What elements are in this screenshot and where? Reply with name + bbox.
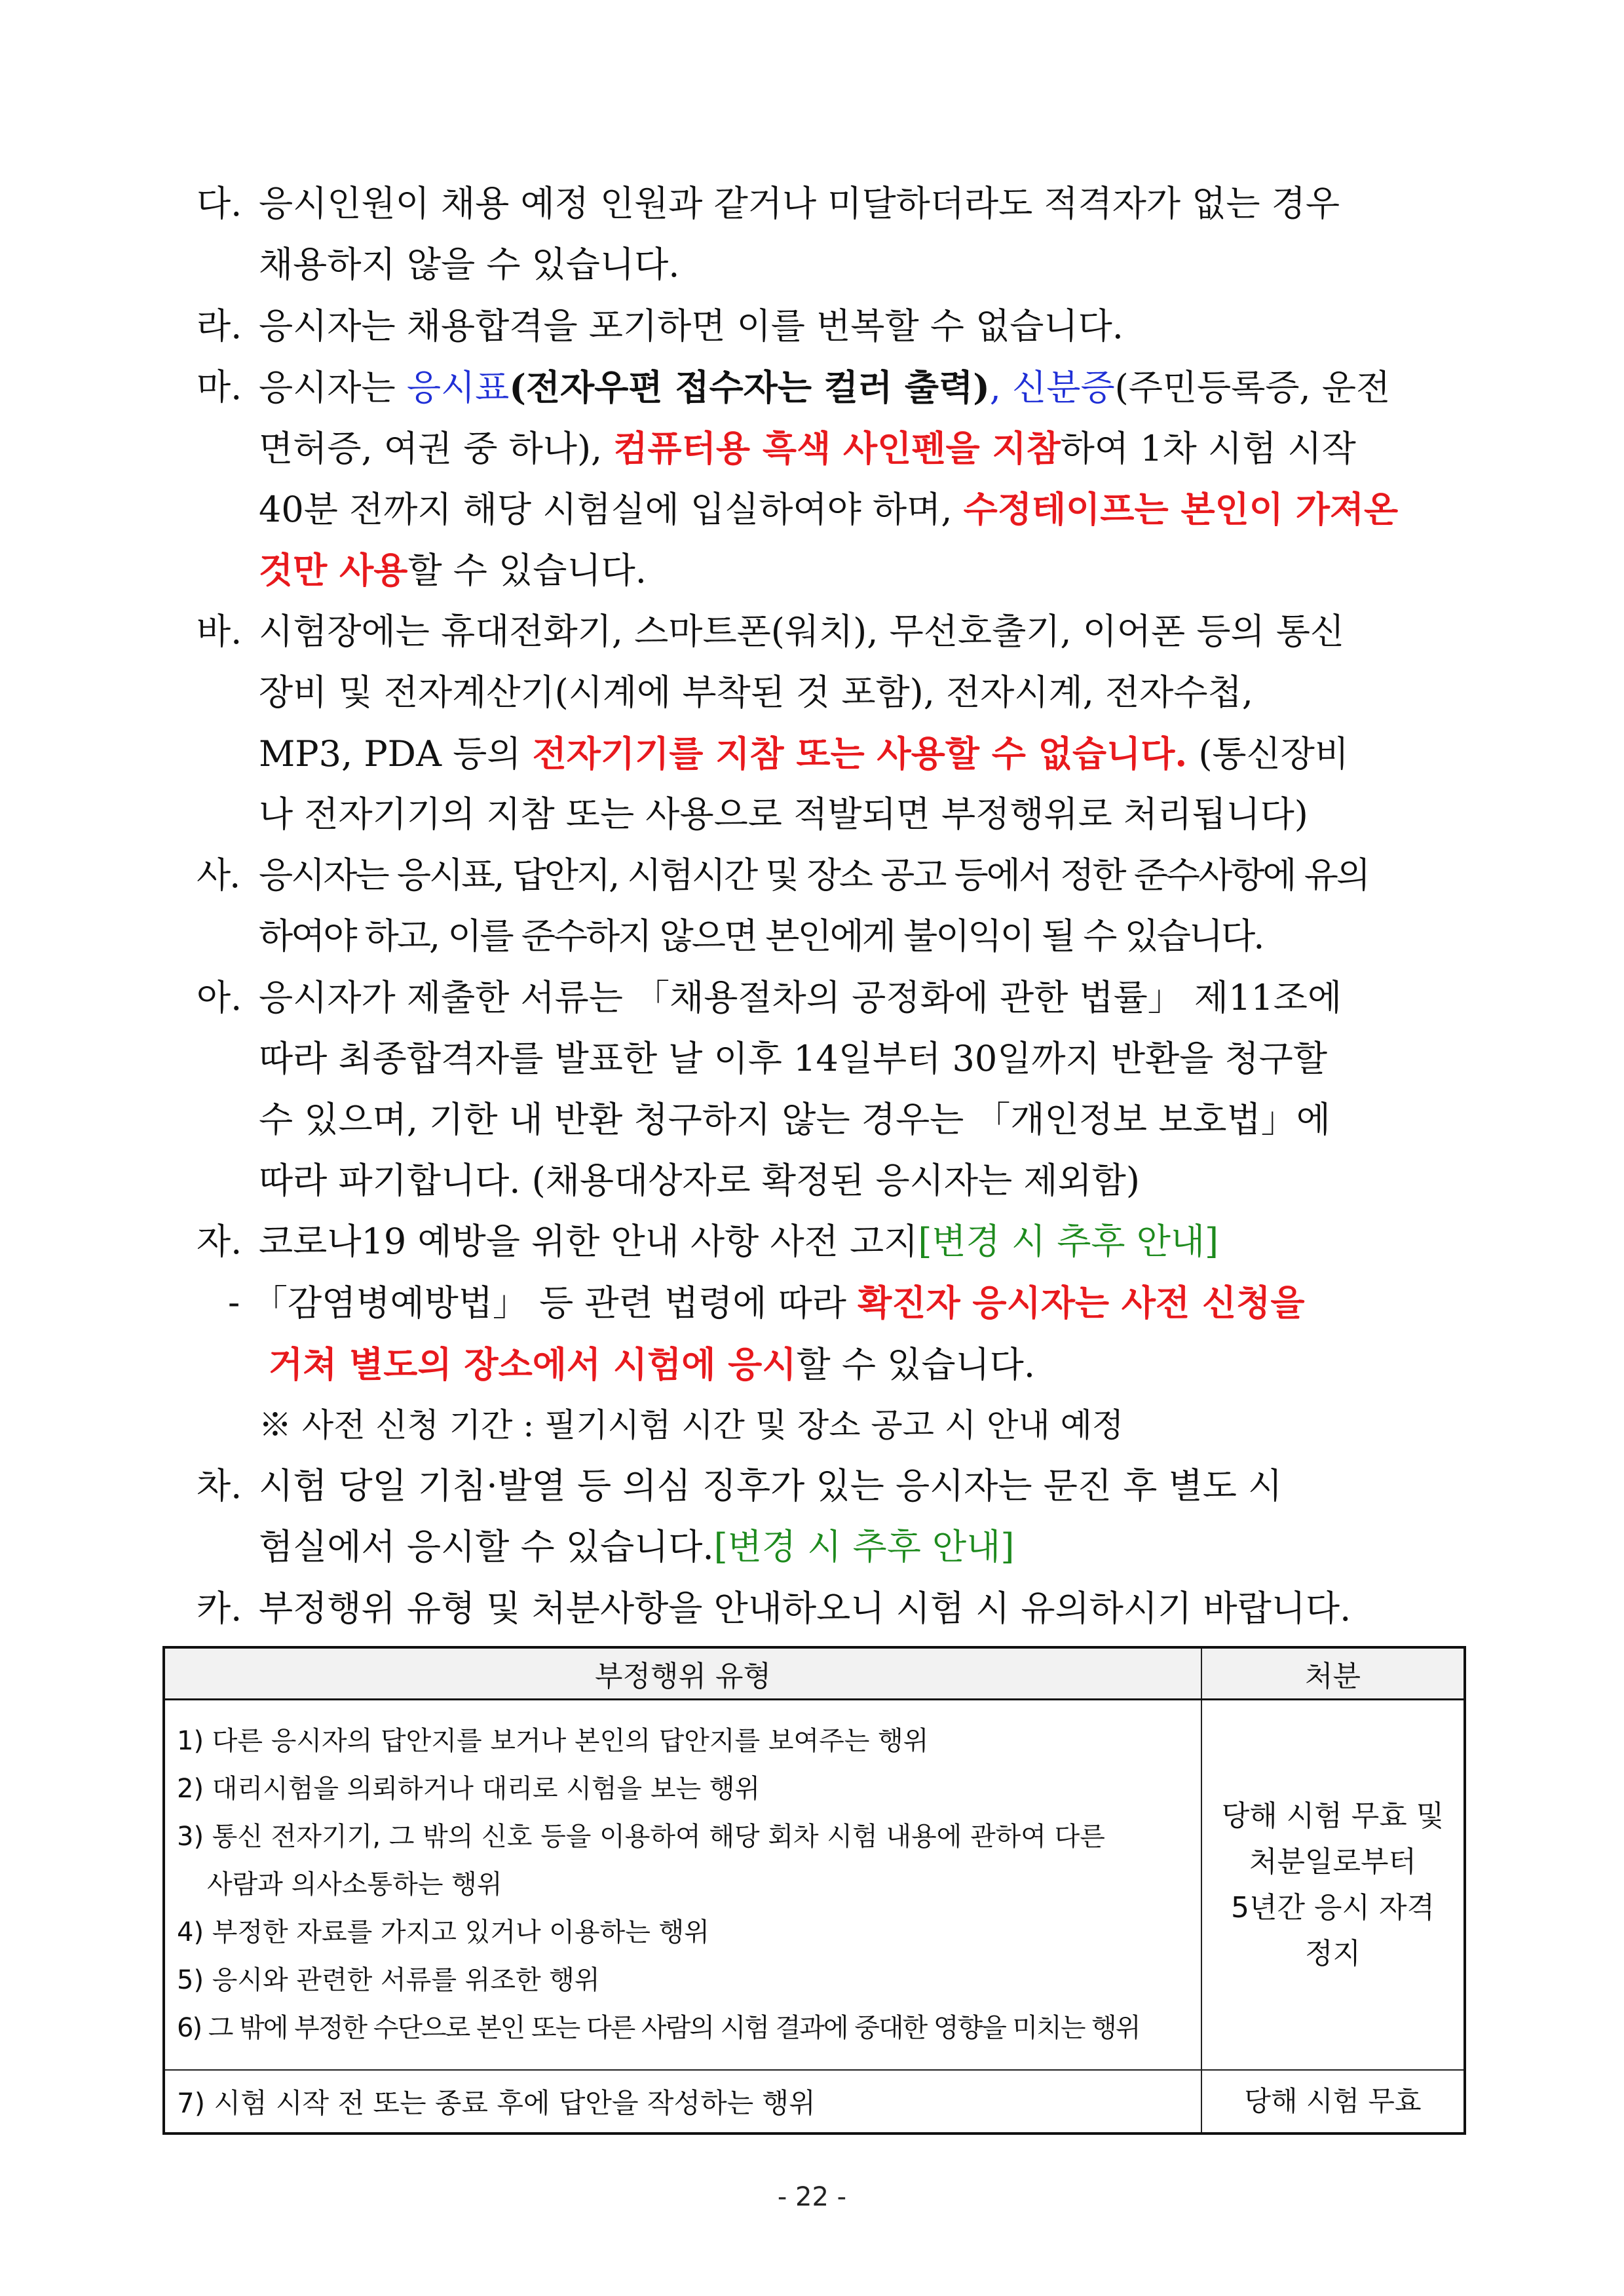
item-ba-line4: 나 전자기기의 지참 또는 사용으로 적발되면 부정행위로 처리됩니다) <box>259 794 1308 835</box>
list-item: 6) 그 밖에 부정한 수단으로 본인 또는 다른 사람의 시험 결과에 중대한 영향을 미치는 행위 <box>177 2013 1140 2043</box>
table-row <box>164 1700 1465 2071</box>
red-highlight-text: 수정테이프는 본인이 가져온 <box>963 488 1399 530</box>
item-ra-label: 라. <box>197 305 242 347</box>
text: , <box>989 367 1013 408</box>
text: 험실에서 응시할 수 있습니다. <box>259 1526 714 1567</box>
item-ba-line3 <box>259 733 1349 775</box>
misconduct-list-cell <box>164 1700 1201 2071</box>
item-ja-sub-dash: - <box>228 1282 240 1323</box>
item-ba-line1: 시험장에는 휴대전화기, 스마트폰(워치), 무선호출기, 이어폰 등의 통신 <box>259 611 1345 652</box>
penalty-line: 정지 <box>1304 1936 1361 1970</box>
text: 「감염병예방법」 등 관련 법령에 따라 <box>252 1282 858 1324</box>
item-a-line4: 따라 파기합니다. (채용대상자로 확정된 응시자는 제외함) <box>259 1160 1140 1201</box>
item-cha-line2 <box>259 1526 1014 1568</box>
penalty-line: 당해 시험 무효 및 <box>1221 1799 1445 1833</box>
item-ma-line1 <box>259 366 1390 409</box>
item-ja-line3 <box>269 1343 1035 1386</box>
item-ka-line1: 부정행위 유형 및 처분사항을 안내하오니 시험 시 유의하시기 바랍니다. <box>259 1588 1351 1629</box>
item-da-line1: 응시인원이 채용 예정 인원과 같거나 미달하더라도 적격자가 없는 경우 <box>259 183 1340 224</box>
header-misconduct-type: 부정행위 유형 <box>164 1647 1201 1700</box>
text: 할 수 있습니다. <box>796 1344 1035 1385</box>
item-ra-line1: 응시자는 채용합격을 포기하면 이를 번복할 수 없습니다. <box>259 305 1124 347</box>
green-notice-text: [변경 시 추후 안내] <box>713 1526 1015 1567</box>
list-item: 1) 다른 응시자의 답안지를 보거나 본인의 답안지를 보여주는 행위 <box>177 1726 929 1756</box>
list-item: 3) 통신 전자기기, 그 밖의 신호 등을 이용하여 해당 회차 시험 내용에 관하여 다른 <box>177 1822 1105 1852</box>
penalty-cell <box>1201 1700 1465 2071</box>
misconduct-item-7: 7) 시험 시작 전 또는 종료 후에 답안을 작성하는 행위 <box>164 2070 1201 2133</box>
item-a-line3: 수 있으며, 기한 내 반환 청구하지 않는 경우는 「개인정보 보호법」에 <box>259 1099 1331 1140</box>
item-da-label: 다. <box>197 183 242 224</box>
red-highlight-text: 거쳐 별도의 장소에서 시험에 응시 <box>269 1343 797 1385</box>
item-ja-note: ※ 사전 신청 기간 : 필기시험 시간 및 장소 공고 시 안내 예정 <box>259 1406 1124 1444</box>
text: (통신장비 <box>1187 733 1350 775</box>
text: 하여 1차 시험 시작 <box>1060 428 1356 469</box>
red-highlight-text: 전자기기를 지참 또는 사용할 수 없습니다. <box>532 733 1188 775</box>
item-ba-line2: 장비 및 전자계산기(시계에 부착된 것 포함), 전자시계, 전자수첩, <box>259 672 1253 713</box>
item-sa-line2: 하여야 하고, 이를 준수하지 않으면 본인에게 불이익이 될 수 있습니다. <box>259 915 1263 957</box>
list-item: 5) 응시와 관련한 서류를 위조한 행위 <box>177 1965 600 1995</box>
list-item: 2) 대리시험을 의뢰하거나 대리로 시험을 보는 행위 <box>177 1774 761 1804</box>
item-ma-line3 <box>259 488 1398 531</box>
list-item-continuation: 사람과 의사소통하는 행위 <box>207 1869 502 1900</box>
item-cha-line1: 시험 당일 기침·발열 등 의심 징후가 있는 응시자는 문진 후 별도 시 <box>259 1465 1283 1506</box>
red-highlight-text: 확진자 응시자는 사전 신청을 <box>858 1282 1305 1324</box>
text: 코로나19 예방을 위한 안내 사항 사전 고지 <box>259 1221 918 1262</box>
text: 40분 전까지 해당 시험실에 입실하여야 하며, <box>259 489 964 530</box>
header-penalty: 처분 <box>1201 1647 1465 1700</box>
text: 응시자는 <box>259 367 407 408</box>
text: MP3, PDA 등의 <box>259 733 533 775</box>
item-cha-label: 차. <box>197 1465 242 1506</box>
text: (전자우편 접수자는 컬러 출력) <box>509 366 990 408</box>
item-ka-label: 카. <box>197 1588 242 1629</box>
item-ma-label: 마. <box>197 366 242 408</box>
admission-ticket-text: 응시표 <box>406 367 510 408</box>
item-da-line2: 채용하지 않을 수 있습니다. <box>259 244 680 285</box>
list-item: 4) 부정한 자료를 가지고 있거나 이용하는 행위 <box>177 1917 709 1947</box>
table-row <box>164 2070 1465 2133</box>
penalty-line: 5년간 응시 자격 <box>1231 1890 1435 1924</box>
item-ma-line4 <box>259 549 647 592</box>
table-header-row <box>164 1647 1465 1700</box>
red-highlight-text: 컴퓨터용 흑색 사인펜을 지참 <box>613 427 1061 469</box>
item-ma-line2 <box>259 427 1356 470</box>
item-ja-line1 <box>259 1221 1218 1263</box>
text: 할 수 있습니다. <box>407 550 647 591</box>
page-number: - 22 - <box>777 2182 847 2212</box>
item-sa-line1: 응시자는 응시표, 답안지, 시험시간 및 장소 공고 등에서 정한 준수사항에 유의 <box>259 854 1369 896</box>
text: 면허증, 여권 중 하나), <box>259 428 614 469</box>
misconduct-table <box>162 1646 1466 2135</box>
list-item <box>177 1861 1189 1909</box>
item-ja-line2 <box>252 1282 1305 1324</box>
id-card-text: 신분증 <box>1012 367 1115 408</box>
penalty-line: 처분일로부터 <box>1249 1845 1417 1879</box>
item-sa-label: 사. <box>197 854 240 896</box>
item-a-label: 아. <box>197 977 242 1018</box>
item-ba-label: 바. <box>197 611 242 652</box>
green-notice-text: [변경 시 추후 안내] <box>918 1221 1219 1262</box>
penalty-cell: 당해 시험 무효 <box>1201 2070 1465 2133</box>
red-highlight-text: 것만 사용 <box>259 549 408 591</box>
item-ja-label: 자. <box>197 1221 242 1262</box>
item-a-line2: 따라 최종합격자를 발표한 날 이후 14일부터 30일까지 반환을 청구할 <box>259 1038 1328 1079</box>
text: (주민등록증, 운전 <box>1114 367 1391 408</box>
item-a-line1: 응시자가 제출한 서류는 「채용절차의 공정화에 관한 법률」 제11조에 <box>259 977 1342 1018</box>
